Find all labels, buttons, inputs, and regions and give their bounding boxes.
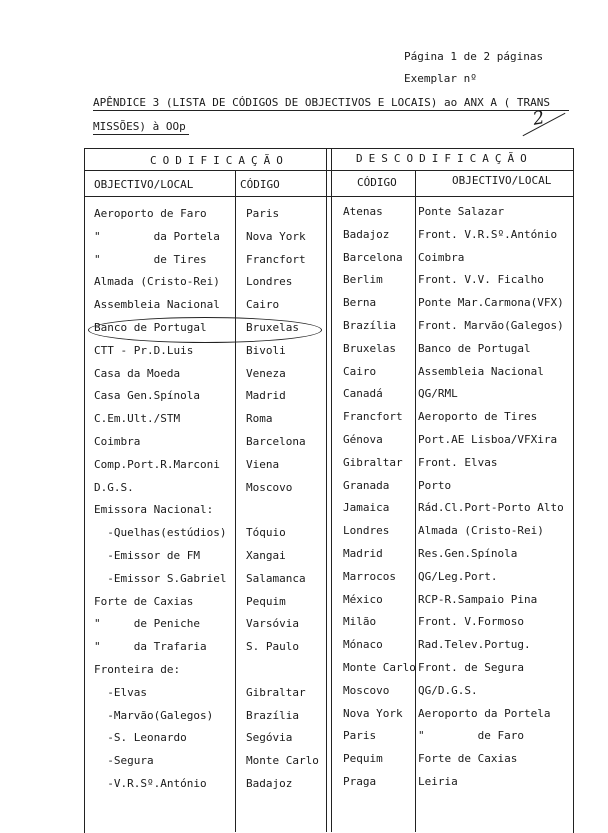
table-cell: Rad.Telev.Portug.: [418, 638, 531, 651]
col-header-objectivo-right: OBJECTIVO/LOCAL: [452, 174, 552, 187]
table-cell: Mónaco: [343, 638, 383, 651]
table-cell: -Marvão(Galegos): [94, 709, 214, 722]
table-cell: Bivoli: [246, 344, 286, 357]
table-cell: QG/RML: [418, 387, 458, 400]
table-cell: Casa Gen.Spínola: [94, 389, 200, 402]
table-cell: " da Trafaria: [94, 640, 207, 653]
table-cell: Leiria: [418, 775, 458, 788]
table-cell: Jamaica: [343, 501, 390, 514]
table-cell: Front. V.R.Sº.António: [418, 228, 558, 241]
table-cell: CTT - Pr.D.Luis: [94, 344, 194, 357]
table-cell: RCP-R.Sampaio Pina: [418, 593, 538, 606]
table-cell: Milão: [343, 615, 377, 628]
col-header-codigo-right: CÓDIGO: [357, 176, 397, 189]
table-cell: QG/Leg.Port.: [418, 570, 498, 583]
table-cell: Rád.Cl.Port-Porto Alto: [418, 501, 564, 514]
table-cell: Gibraltar: [343, 456, 403, 469]
table-cell: Paris: [343, 729, 377, 742]
table-cell: Assembleia Nacional: [94, 298, 220, 311]
table-cell: -Elvas: [94, 686, 147, 699]
table-cell: Front. Marvão(Galegos): [418, 319, 564, 332]
table-cell: Banco de Portugal: [94, 321, 207, 334]
table-cell: Aeroporto da Portela: [418, 707, 551, 720]
table-cell: Marrocos: [343, 570, 396, 583]
table-cell: Xangai: [246, 549, 286, 562]
table-cell: Brazília: [246, 709, 299, 722]
table-cell: -Quelhas(estúdios): [94, 526, 227, 539]
table-cell: Brazília: [343, 319, 396, 332]
table-cell: Nova York: [246, 230, 306, 243]
table-cell: Fronteira de:: [94, 663, 181, 676]
table-cell: Salamanca: [246, 572, 306, 585]
table-cell: " de Faro: [418, 729, 524, 742]
col-header-objectivo-left: OBJECTIVO/LOCAL: [94, 178, 194, 191]
table-cell: Cairo: [343, 365, 377, 378]
table-cell: D.G.S.: [94, 481, 134, 494]
table-cell: " de Tires: [94, 253, 207, 266]
table-cell: Nova York: [343, 707, 403, 720]
table-cell: Bruxelas: [246, 321, 299, 334]
table-cell: Londres: [343, 524, 390, 537]
table-cell: Canadá: [343, 387, 383, 400]
table-cell: -Emissor de FM: [94, 549, 200, 562]
table-cell: Cairo: [246, 298, 280, 311]
page-number: Página 1 de 2 páginas: [404, 50, 544, 63]
table-cell: Génova: [343, 433, 383, 446]
table-cell: Front. de Segura: [418, 661, 524, 674]
table-cell: -Emissor S.Gabriel: [94, 572, 227, 585]
table-cell: Forte de Caxias: [94, 595, 194, 608]
section-descodificacao: DESCODIFICAÇÃO: [356, 152, 533, 165]
table-cell: Almada (Cristo-Rei): [418, 524, 544, 537]
table-cell: Casa da Moeda: [94, 367, 181, 380]
table-cell: Front. V.V. Ficalho: [418, 273, 544, 286]
table-cell: Emissora Nacional:: [94, 503, 214, 516]
table-cell: Monte Carlo: [343, 661, 416, 674]
table-cell: Barcelona: [246, 435, 306, 448]
table-cell: -S. Leonardo: [94, 731, 187, 744]
right-col-divider: [415, 170, 416, 832]
table-cell: Badajoz: [343, 228, 390, 241]
table-cell: Badajoz: [246, 777, 293, 790]
table-cell: Praga: [343, 775, 377, 788]
document-title-line2: MISSÕES) à OOp: [93, 120, 186, 133]
table-cell: Pequim: [246, 595, 286, 608]
table-cell: Pequim: [343, 752, 383, 765]
table-cell: Paris: [246, 207, 280, 220]
table-cell: Tóquio: [246, 526, 286, 539]
table-cell: Aeroporto de Tires: [418, 410, 538, 423]
table-cell: S. Paulo: [246, 640, 299, 653]
title-underline-1: [93, 110, 569, 111]
table-cell: Moscovo: [343, 684, 390, 697]
table-cell: Almada (Cristo-Rei): [94, 275, 220, 288]
table-cell: Veneza: [246, 367, 286, 380]
column-header-divider: [84, 196, 574, 197]
table-cell: Forte de Caxias: [418, 752, 518, 765]
table-cell: Francfort: [343, 410, 403, 423]
table-cell: Londres: [246, 275, 293, 288]
handwritten-annotation: 2: [531, 107, 547, 130]
table-cell: Coimbra: [418, 251, 465, 264]
table-cell: Francfort: [246, 253, 306, 266]
table-cell: Berna: [343, 296, 377, 309]
table-cell: Gibraltar: [246, 686, 306, 699]
left-col-divider: [235, 170, 236, 832]
center-divider: [326, 148, 332, 832]
hand-drawn-circle: [88, 317, 322, 343]
table-cell: Monte Carlo: [246, 754, 319, 767]
table-cell: QG/D.G.S.: [418, 684, 478, 697]
table-cell: Madrid: [246, 389, 286, 402]
table-cell: Madrid: [343, 547, 383, 560]
table-cell: Berlim: [343, 273, 383, 286]
copy-number: Exemplar nº: [404, 72, 477, 85]
document-title-line1: APÊNDICE 3 (LISTA DE CÓDIGOS DE OBJECTIVOS E LOCAIS) ao ANX A ( TRANS: [93, 96, 550, 109]
table-cell: Aeroporto de Faro: [94, 207, 207, 220]
title-underline-2: [93, 134, 189, 135]
table-cell: Granada: [343, 479, 390, 492]
table-cell: Atenas: [343, 205, 383, 218]
table-cell: Res.Gen.Spínola: [418, 547, 518, 560]
table-cell: Front. Elvas: [418, 456, 498, 469]
table-cell: Varsóvia: [246, 617, 299, 630]
table-cell: Banco de Portugal: [418, 342, 531, 355]
section-codificacao: CODIFICAÇÃO: [150, 154, 289, 167]
table-cell: Bruxelas: [343, 342, 396, 355]
col-header-codigo-left: CÓDIGO: [240, 178, 280, 191]
table-cell: Ponte Mar.Carmona(VFX): [418, 296, 564, 309]
table-cell: Port.AE Lisboa/VFXira: [418, 433, 558, 446]
section-header-divider: [84, 170, 574, 171]
table-cell: Segóvia: [246, 731, 293, 744]
table-cell: Assembleia Nacional: [418, 365, 544, 378]
table-cell: Barcelona: [343, 251, 403, 264]
table-cell: -V.R.Sº.António: [94, 777, 207, 790]
table-cell: Comp.Port.R.Marconi: [94, 458, 220, 471]
table-cell: " da Portela: [94, 230, 220, 243]
table-cell: Roma: [246, 412, 273, 425]
table-cell: México: [343, 593, 383, 606]
table-cell: Viena: [246, 458, 280, 471]
table-cell: Moscovo: [246, 481, 293, 494]
table-cell: -Segura: [94, 754, 154, 767]
table-cell: Coimbra: [94, 435, 141, 448]
table-cell: Front. V.Formoso: [418, 615, 524, 628]
table-cell: " de Peniche: [94, 617, 200, 630]
table-cell: C.Em.Ult./STM: [94, 412, 181, 425]
table-cell: Ponte Salazar: [418, 205, 505, 218]
table-cell: Porto: [418, 479, 452, 492]
